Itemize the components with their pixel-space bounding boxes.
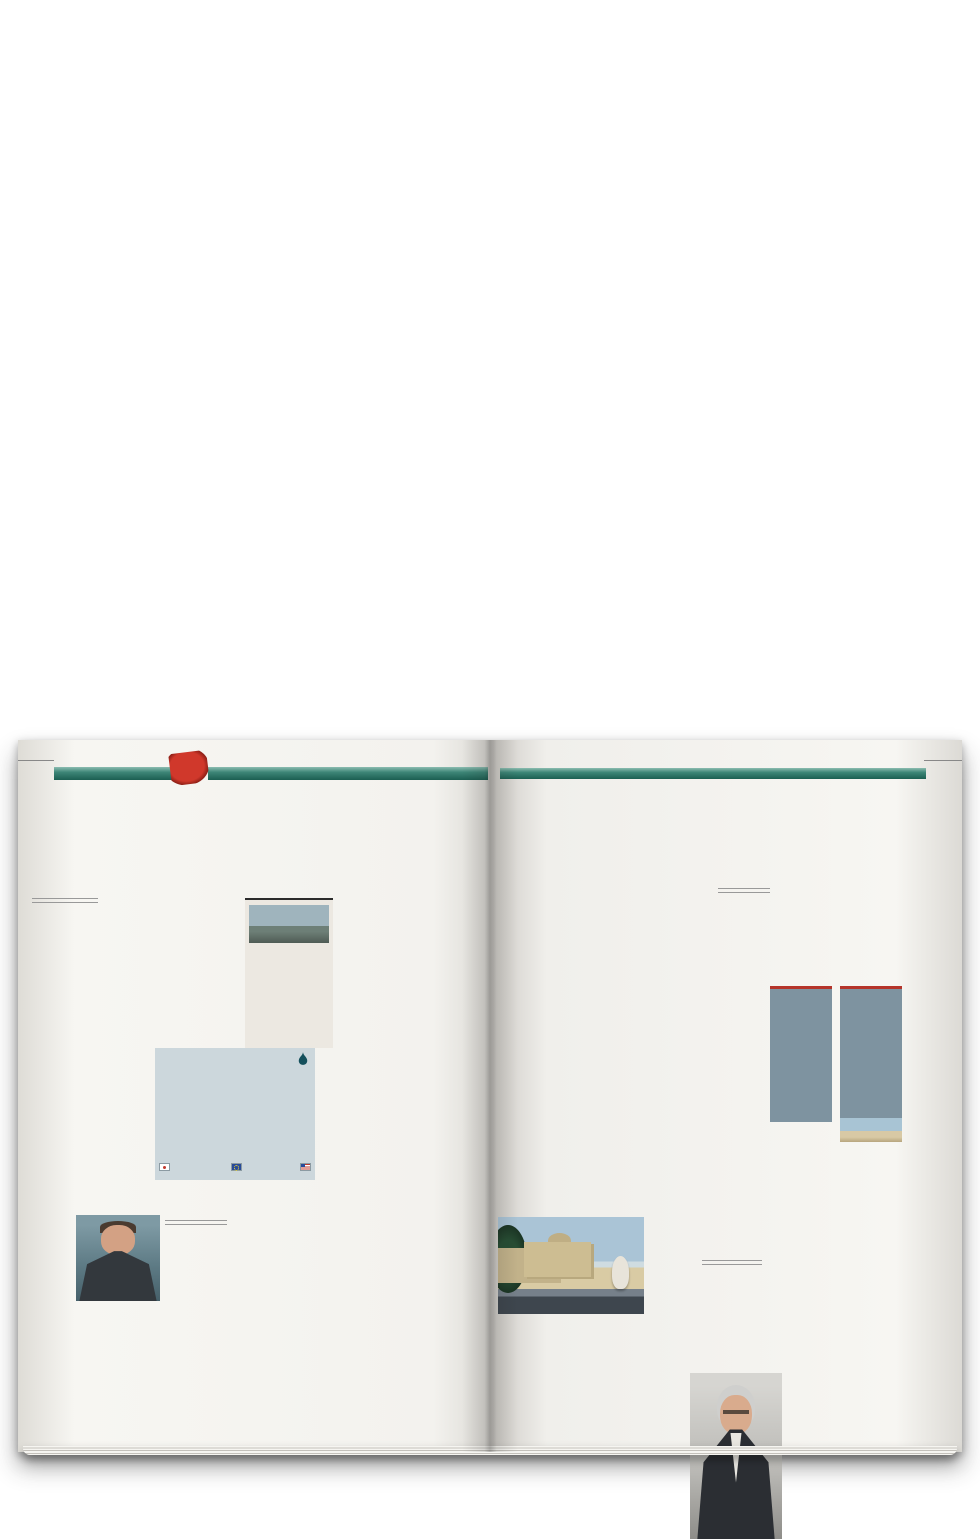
turismo-col-2-top (776, 888, 828, 982)
che-cose-photo (249, 905, 329, 943)
gas-p2 (103, 898, 169, 968)
stat-addetti (840, 986, 902, 1122)
stat-peso-pil (770, 986, 832, 1122)
bari-col-7 (566, 1320, 628, 1442)
turismo-lead (718, 896, 770, 1076)
gas-p3b (384, 1048, 434, 1104)
bari-col-3 (348, 1312, 396, 1442)
page-stack-edge (23, 1446, 957, 1455)
bari-col-8 (634, 1320, 696, 1442)
gas-col-6 (384, 1048, 434, 1192)
photo-minister (76, 1215, 160, 1301)
gas-col-3 (174, 898, 240, 1044)
eu-flag-icon (231, 1163, 242, 1171)
prezzi-globali-caption (320, 1048, 378, 1180)
turismo-col-1 (718, 888, 770, 1198)
trivelle-box (42, 1050, 160, 1443)
us-flag-icon (300, 1163, 311, 1171)
turismo-col-3-top (834, 888, 886, 982)
bari-lead (165, 1228, 227, 1332)
cucchiani-col-2 (870, 1260, 948, 1442)
turismo-col-2-bottom (776, 1116, 828, 1198)
chart-legend (159, 1158, 311, 1176)
japan-flag-icon (159, 1163, 170, 1171)
gas-col-1-text (32, 906, 98, 1034)
legend-item-europa (229, 1163, 242, 1171)
section-band (208, 767, 488, 780)
trivelle-p1 (42, 1055, 160, 1160)
gas-col-9 (546, 1048, 596, 1192)
legend-item-usa (298, 1163, 311, 1171)
che-cose-box (245, 898, 333, 1048)
photo-cucchiani (690, 1373, 782, 1539)
bari-col-5 (454, 1220, 502, 1442)
turismo-p7 (718, 1079, 770, 1179)
infographic-mini (385, 790, 713, 1042)
scontro-ue-box (628, 1048, 712, 1136)
newspaper-spread (18, 740, 962, 1452)
photo-fiera-del-levante (498, 1217, 644, 1314)
legend-item-giappone (159, 1163, 172, 1171)
gas-price-line-chart (157, 1062, 313, 1158)
gas-col-5 (330, 898, 380, 1044)
date-band-right (500, 768, 926, 779)
bari-col-1 (232, 1312, 284, 1442)
gas-col-2 (103, 898, 169, 1044)
gas-p5 (384, 1107, 434, 1181)
gas-byline (32, 898, 98, 903)
gas-col-11 (628, 1140, 712, 1192)
cucchiani-col-1 (790, 1260, 864, 1442)
gas-col-1 (32, 898, 98, 1044)
vacanze-box (840, 1116, 902, 1198)
gas-col-7 (438, 1048, 488, 1192)
bari-col-6 (498, 1320, 560, 1442)
bari-col-byline (165, 1220, 227, 1346)
cucchiani-byline (702, 1260, 762, 1265)
bari-byline (165, 1220, 227, 1225)
prezzi-globali-text (320, 1050, 378, 1158)
vacanze-photo (840, 1118, 902, 1142)
trivelle-p2 (42, 1160, 160, 1212)
header-rule-right (924, 760, 962, 761)
date-band-left (54, 767, 180, 780)
bari-col-2 (290, 1312, 342, 1442)
bari-col-4 (402, 1220, 450, 1442)
turismo-byline (718, 888, 770, 893)
newspaper-logo (168, 750, 210, 786)
gas-col-10 (600, 1048, 622, 1192)
gas-col-8 (492, 1048, 542, 1192)
gas-price-chart-box (155, 1048, 315, 1180)
gas-p2b (103, 971, 169, 1035)
trivelle-p3 (42, 1304, 160, 1396)
header-rule-left (18, 760, 54, 761)
